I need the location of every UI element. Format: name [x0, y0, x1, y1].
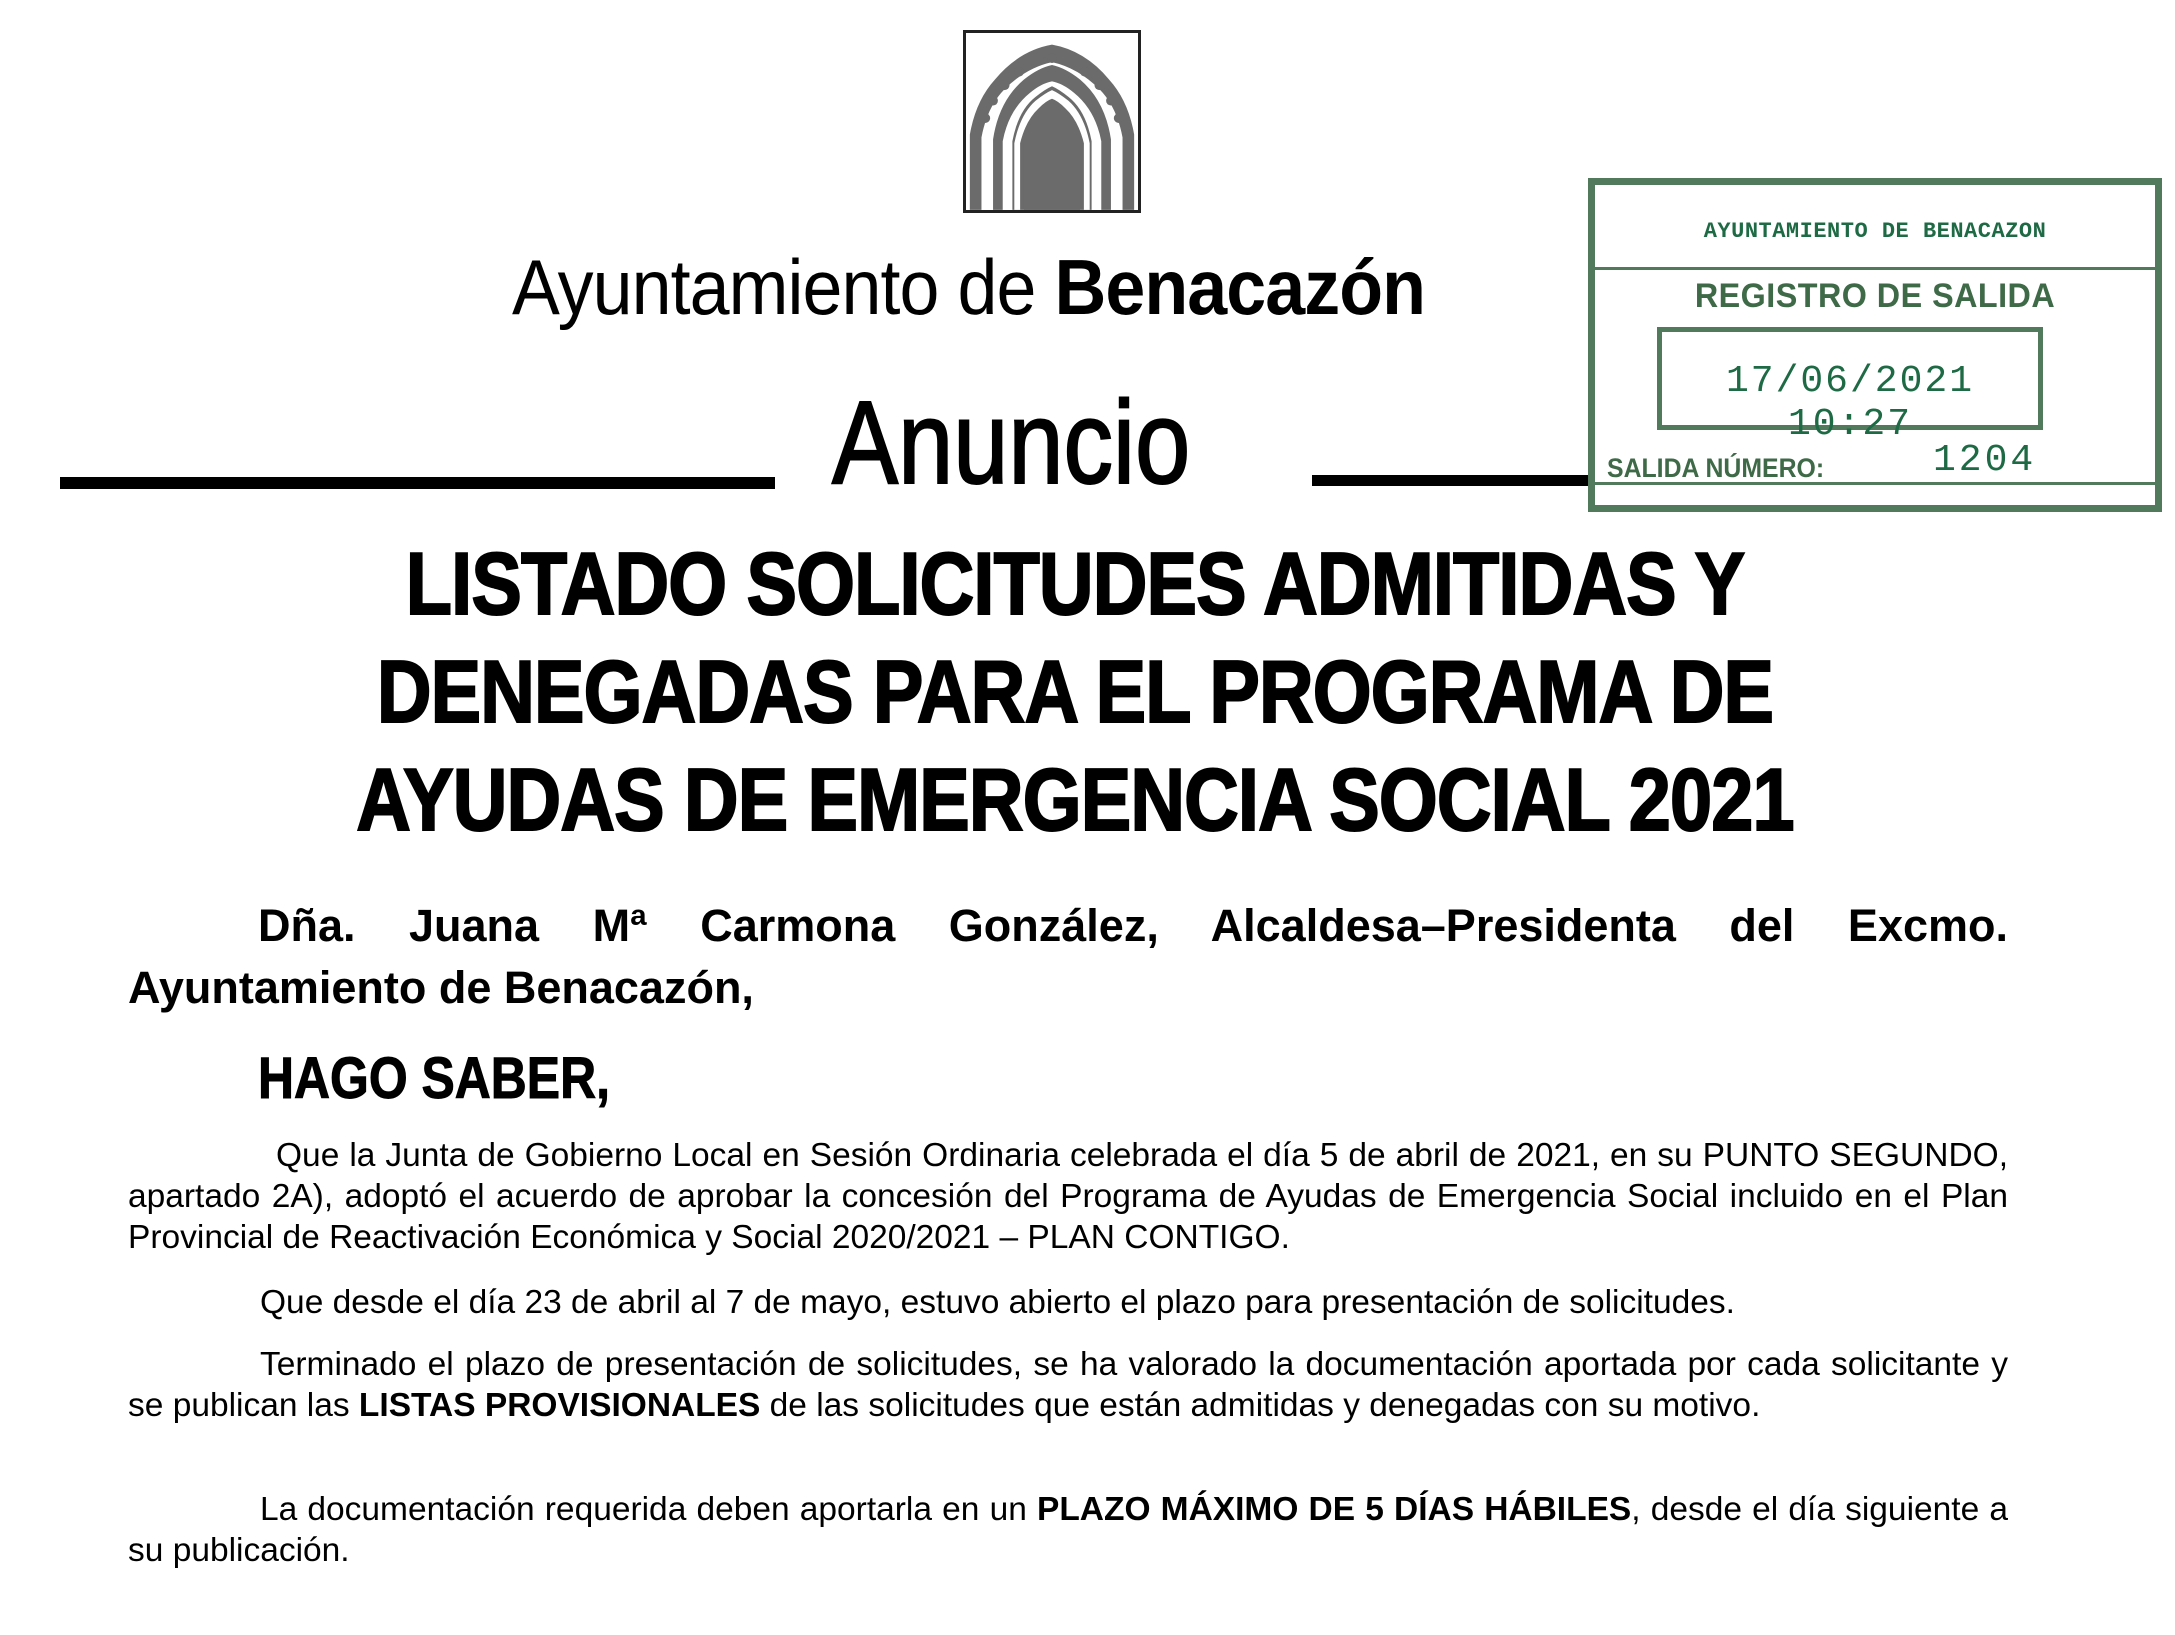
title-line-2: DENEGADAS PARA EL PROGRAMA DE: [376, 642, 1774, 741]
stamp-date-box: [1657, 327, 2043, 446]
org-name-prefix: Ayuntamiento de: [512, 243, 1055, 331]
org-name-strong: Benacazón: [1054, 243, 1426, 331]
stamp-number-label: SALIDA NÚMERO:: [1607, 453, 1825, 483]
paragraph-2-text: Que desde el día 23 de abril al 7 de mayo, estuvo abierto el plazo para presentación de solicitudes.: [260, 1284, 1735, 1321]
paragraph-3: [128, 1344, 2008, 1426]
paragraph-4-text-b: , desde el día siguiente a su publicación.: [128, 1491, 2008, 1569]
stamp-number-value: 1204: [1933, 439, 2037, 482]
document-title: [323, 530, 1828, 854]
paragraph-3-emphasis: LISTAS PROVISIONALES: [358, 1387, 761, 1424]
arch-icon: [966, 33, 1138, 210]
paragraph-1: [128, 1135, 2008, 1258]
title-line-1: LISTADO SOLICITUDES ADMITIDAS Y: [405, 534, 1745, 633]
arch-logo: [963, 30, 1141, 213]
heading-rule-left: [60, 477, 775, 489]
paragraph-3-text-b: de las solicitudes que están admitidas y denegadas con su motivo.: [760, 1387, 1761, 1424]
mayor-line-1: Dña. Juana Mª Carmona González, Alcaldesa–Presidenta del Excmo.: [258, 900, 2008, 951]
document-type-heading: Anuncio: [832, 377, 1191, 509]
title-line-3: AYUDAS DE EMERGENCIA SOCIAL 2021: [356, 750, 1794, 849]
paragraph-4: [128, 1489, 2008, 1571]
stamp-divider: [1595, 482, 2155, 485]
organization-name: [512, 243, 1426, 331]
mayor-line-2: Ayuntamiento de Benacazón,: [128, 962, 754, 1013]
stamp-title: REGISTRO DE SALIDA: [1694, 277, 2056, 315]
paragraph-1-text: Que la Junta de Gobierno Local en Sesión Ordinaria celebrada el día 5 de abril de 2021, en su PUNTO SEGUNDO, apartado 2A), adoptó el acuerdo de aprobar la concesión del Programa de Ayudas de Emergencia Social incluido en el Plan Provincial de Reactivación Económica y Social 2020/2021 – PLAN CONTIGO.: [128, 1137, 2008, 1256]
hago-saber-heading: HAGO SABER,: [258, 1046, 610, 1111]
paragraph-3-text-a: Terminado el plazo de presentación de solicitudes, se ha valorado la documentación aportada por cada solicitante y se publican las: [128, 1346, 2008, 1424]
stamp-organization: AYUNTAMIENTO DE BENACAZON: [1703, 219, 2047, 244]
mayor-paragraph: [128, 895, 2008, 1019]
paragraph-4-text-a: La documentación requerida deben aportarla en un: [260, 1491, 1037, 1528]
stamp-datetime: 17/06/2021 10:27: [1725, 360, 1975, 446]
stamp-header: [1595, 185, 2155, 270]
paragraph-2: [128, 1282, 2008, 1323]
paragraph-4-emphasis: PLAZO MÁXIMO DE 5 DÍAS HÁBILES: [1037, 1491, 1632, 1528]
registry-stamp: [1588, 178, 2162, 512]
